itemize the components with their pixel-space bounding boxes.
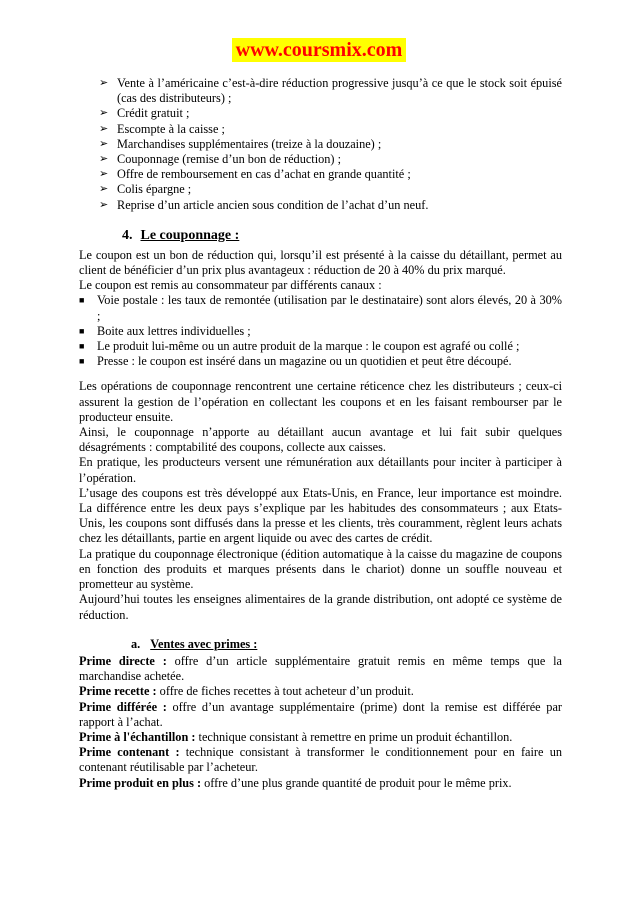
list-item: ➢ Colis épargne ; [99, 182, 192, 197]
definition-text: offre d’un article supplémentaire gratuit remis en même temps que la marchandise achetée. [79, 653, 562, 684]
definition-text: technique consistant à remettre en prime un produit échantillon. [195, 729, 513, 744]
paragraph: Ainsi, le couponnage n’apporte au détaillant aucun avantage et lui fait subir quelques désagréments : comptabilité des coupons, collecte aux caisses. [79, 425, 562, 455]
list-item: ➢ Marchandises supplémentaires (treize à la douzaine) ; [99, 136, 382, 151]
definition [79, 776, 562, 791]
definition-term: Prime recette : [79, 684, 157, 699]
list-item: ➢ Vente à l’américaine c’est-à-dire réduction progressive jusqu’à ce que le stock soit épuisé (cas des distributeurs) ; [99, 76, 562, 106]
definition [79, 745, 562, 775]
site-banner[interactable]: www.coursmix.com [232, 38, 407, 62]
definition-term: Prime contenant : [79, 745, 180, 760]
document-body [79, 76, 562, 791]
arrow-bullet-icon: ➢ [99, 107, 109, 120]
definition-text: technique consistant à transformer le conditionnement pour en faire un contenant réutilisable par l’acheteur. [79, 745, 562, 775]
subsection-heading [131, 637, 562, 652]
definition-term: Prime directe : [79, 653, 167, 668]
sales-techniques-list [79, 76, 562, 213]
section-title: Le couponnage : [140, 227, 240, 243]
arrow-bullet-icon: ➢ [99, 183, 109, 196]
list-item: ■ Presse : le coupon est inséré dans un magazine ou un quotidien et peut être découpé. [79, 354, 512, 369]
channels-list [79, 293, 562, 369]
list-item: ➢ Reprise d’un article ancien sous condition de l’achat d’un neuf. [99, 197, 429, 212]
definition-term: Prime à l'échantillon : [79, 729, 196, 744]
subsection-letter: a. [131, 636, 141, 651]
list-item: ➢ Escompte à la caisse ; [99, 121, 225, 136]
definition [79, 730, 562, 745]
definition-text: offre de fiches recettes à tout acheteur d’un produit. [156, 684, 414, 699]
definition [79, 654, 562, 684]
definition-text: offre d’une plus grande quantité de produit pour le même prix. [201, 775, 512, 790]
paragraph: En pratique, les producteurs versent une rémunération aux détaillants pour inciter à participer à l’opération. [79, 455, 562, 485]
arrow-bullet-icon: ➢ [99, 137, 109, 150]
list-item: ■ Boite aux lettres individuelles ; [79, 323, 251, 338]
square-bullet-icon: ■ [79, 356, 85, 367]
square-bullet-icon: ■ [79, 341, 85, 352]
arrow-bullet-icon: ➢ [99, 198, 109, 211]
section-number: 4. [122, 227, 133, 243]
subsection-title: Ventes avec primes : [150, 636, 258, 651]
header [0, 38, 638, 62]
definition-term: Prime différée : [79, 699, 167, 714]
list-item: ➢ Offre de remboursement en cas d’achat en grande quantité ; [99, 167, 411, 182]
paragraph: Le coupon est remis au consommateur par différents canaux : [79, 278, 382, 293]
section-heading [122, 227, 562, 244]
definition-text: offre d’un avantage supplémentaire (prime) dont la remise est différée par rapport à l’achat. [79, 699, 562, 729]
paragraph: L’usage des coupons est très développé aux Etats-Unis, en France, leur importance est moindre. La différence entre les deux pays s’explique par les habitudes des consommateurs ; aux Etats-Unis, les coupons sont diffusés dans la presse et les clients, très couramment, règlent leurs achats chez les détaillants, partie en argent liquide ou avec des cartes de crédit. [79, 485, 562, 546]
list-item: ■ Le produit lui-même ou un autre produit de la marque : le coupon est agrafé ou collé ; [79, 339, 520, 354]
paragraph: Aujourd’hui toutes les enseignes alimentaires de la grande distribution, ont adopté ce système de réduction. [79, 592, 562, 622]
square-bullet-icon: ■ [79, 325, 85, 336]
definition [79, 684, 562, 699]
definition [79, 700, 562, 730]
arrow-bullet-icon: ➢ [99, 122, 109, 135]
list-item: ➢ Crédit gratuit ; [99, 106, 190, 121]
square-bullet-icon: ■ [79, 295, 85, 306]
paragraph: Le coupon est un bon de réduction qui, lorsqu’il est présenté à la caisse du détaillant, permet au client de bénéficier d’un prix plus avantageux : réduction de 20 à 40% du prix marqué. [79, 247, 562, 278]
list-item: ■ Voie postale : les taux de remontée (utilisation par le destinataire) sont alors élevés, 20 à 30% ; [79, 293, 562, 323]
arrow-bullet-icon: ➢ [99, 77, 109, 89]
arrow-bullet-icon: ➢ [99, 168, 109, 181]
paragraph: La pratique du couponnage électronique (édition automatique à la caisse du magazine de coupons en fonction des produits et marques présents dans le chariot) donne un souffle nouveau et prometteur au système. [79, 546, 562, 592]
list-item: ➢ Couponnage (remise d’un bon de réduction) ; [99, 152, 342, 167]
arrow-bullet-icon: ➢ [99, 153, 109, 166]
paragraph: Les opérations de couponnage rencontrent une certaine réticence chez les distributeurs ; ceux-ci assurent la gestion de l’opération en collectant les coupons et en les faisant rembourser par le producteur ensuite. [79, 379, 562, 424]
definition-term: Prime produit en plus : [79, 775, 202, 790]
